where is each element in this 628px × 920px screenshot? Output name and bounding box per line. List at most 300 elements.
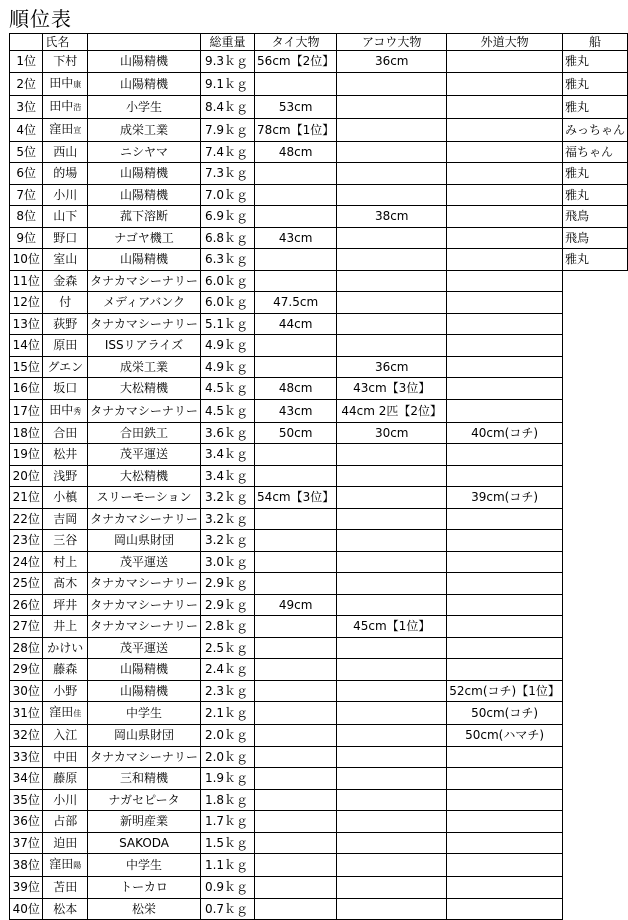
company-cell-text: タナカマシーナリー [90,749,198,764]
akou-cell [337,378,447,400]
weight-cell-text: 4.5ｋｇ [204,403,249,418]
company-cell [88,877,201,899]
table-row [10,789,628,811]
name-cell-text: 合田 [53,425,78,440]
boat-cell-text: 雅丸 [564,54,589,69]
rank-cell-text: 10位 [12,252,40,267]
company-cell-text: 山陽精機 [120,166,169,181]
company-cell-text: タナカマシーナリー [90,511,198,526]
rank-cell-text: 25位 [12,576,40,591]
name-cell-text: 迫田 [53,835,78,850]
akou-cell [337,877,447,899]
weight-cell [200,95,254,118]
company-cell [88,551,201,573]
weight-cell-text: 7.0ｋｇ [204,187,249,202]
rank-cell-text: 18位 [12,425,40,440]
tai-cell-text: 78cm【1位】 [257,122,335,137]
company-cell-text: 茂平運送 [120,554,169,569]
weight-cell [200,659,254,681]
company-cell-text: 中学生 [126,858,163,872]
weight-cell-text: 5.1ｋｇ [204,316,249,331]
weight-cell [200,292,254,314]
table-row [10,163,628,185]
empty-cell [562,551,627,573]
tai-cell [255,335,337,357]
weight-cell-text: 2.0ｋｇ [204,728,249,743]
company-cell-text: 松栄 [132,901,157,916]
rank-cell [10,725,43,747]
empty-cell [562,659,627,681]
company-cell-text: 大松精機 [120,468,169,483]
empty-cell [562,768,627,790]
weight-cell-text: 6.8ｋｇ [204,230,249,245]
name-cell-text: 吉岡 [53,511,78,526]
weight-cell [200,530,254,552]
name-cell [43,444,88,466]
company-cell [88,422,201,444]
gedo-cell [447,206,563,228]
rank-cell [10,313,43,335]
gedo-cell [447,141,563,163]
gedo-cell [447,573,563,595]
boat-cell-text: 雅丸 [564,252,589,267]
rank-cell [10,487,43,509]
company-cell-text: 山陽精機 [120,54,169,69]
rank-cell [10,530,43,552]
weight-cell [200,854,254,877]
akou-cell [337,508,447,530]
company-cell [88,335,201,357]
akou-cell [337,249,447,271]
name-cell-text: 田中 [49,75,74,90]
name-cell-text: グエン [47,359,84,374]
weight-cell-text: 6.3ｋｇ [204,252,249,267]
company-cell-text: トーカロ [120,880,168,895]
name-cell [43,551,88,573]
rank-cell-text: 30位 [12,683,40,698]
empty-cell [562,877,627,899]
gedo-cell [447,725,563,747]
weight-cell [200,141,254,163]
gedo-cell [447,789,563,811]
name-cell [43,877,88,899]
rank-cell-text: 23位 [12,533,40,548]
akou-cell-text: 38cm [374,209,409,224]
gedo-cell [447,680,563,702]
table-row [10,659,628,681]
tai-cell-text: 47.5cm [273,295,319,310]
tai-cell [255,227,337,249]
rank-cell [10,206,43,228]
rank-cell [10,270,43,292]
name-cell-text: 窪田 [49,705,74,719]
boat-cell-text: 雅丸 [564,166,589,181]
weight-cell-text: 3.2ｋｇ [204,511,249,526]
weight-cell-text: 3.6ｋｇ [204,425,249,440]
tai-cell [255,768,337,790]
rank-cell [10,854,43,877]
gedo-cell [447,378,563,400]
rank-cell [10,551,43,573]
rank-cell-text: 16位 [12,381,40,396]
rank-cell [10,746,43,768]
name-cell-text: 占部 [53,814,78,829]
rank-cell-text: 31位 [12,706,40,720]
name-cell [43,249,88,271]
tai-cell [255,877,337,899]
page-title: 順位表 [9,7,72,31]
boat-cell [562,249,627,271]
name-cell-text: 入江 [53,728,78,743]
boat-cell [562,95,627,118]
rank-cell [10,702,43,725]
weight-cell-text: 3.2ｋｇ [204,490,249,505]
name-cell [43,832,88,854]
tai-cell [255,551,337,573]
tai-cell-text: 44cm [278,316,313,331]
empty-cell [562,594,627,616]
name-cell [43,768,88,790]
tai-cell [255,444,337,466]
header-name: 氏名 [43,34,88,51]
table-row [10,551,628,573]
gedo-cell [447,51,563,73]
rank-cell-text: 5位 [16,144,37,159]
rank-cell-text: 26位 [12,597,40,612]
company-cell-text: タナカマシーナリー [90,316,198,331]
tai-cell [255,746,337,768]
weight-cell [200,163,254,185]
name-cell-text: 下村 [53,54,78,69]
name-cell-text: 室山 [53,252,78,267]
boat-cell [562,72,627,95]
weight-cell-text: 2.8ｋｇ [204,619,249,634]
name-cell-text: 髙木 [53,576,78,591]
gedo-cell [447,292,563,314]
akou-cell [337,789,447,811]
weight-cell-text: 8.4ｋｇ [204,99,249,114]
akou-cell [337,118,447,141]
company-cell-text: スリーモーション [96,490,192,505]
name-cell-text: 苫田 [53,880,78,895]
table-row [10,422,628,444]
gedo-cell [447,508,563,530]
weight-cell [200,832,254,854]
empty-cell [562,487,627,509]
name-suffix: 陽 [73,861,82,870]
name-cell [43,292,88,314]
name-cell-text: 三谷 [53,533,78,548]
company-cell-text: ニシヤマ [120,144,169,159]
table-row [10,313,628,335]
name-suffix: 宣 [73,125,82,135]
gedo-cell [447,270,563,292]
boat-cell [562,51,627,73]
akou-cell-text: 36cm [374,54,409,69]
tai-cell [255,530,337,552]
company-cell [88,118,201,141]
name-cell-text: 田中 [49,98,74,113]
gedo-cell [447,832,563,854]
table-row [10,335,628,357]
weight-cell-text: 7.3ｋｇ [204,166,249,181]
weight-cell-text: 4.9ｋｇ [204,359,249,374]
gedo-cell [447,551,563,573]
weight-cell-text: 1.1ｋｇ [204,858,249,872]
tai-cell [255,356,337,378]
rank-cell-text: 39位 [12,880,40,895]
akou-cell [337,811,447,833]
empty-cell [562,465,627,487]
akou-cell [337,95,447,118]
weight-cell [200,487,254,509]
name-cell [43,573,88,595]
tai-cell [255,292,337,314]
rank-cell-text: 32位 [12,728,40,743]
company-cell [88,487,201,509]
akou-cell [337,163,447,185]
empty-cell [562,746,627,768]
rank-cell-text: 37位 [12,835,40,850]
company-cell [88,399,201,422]
table-row [10,594,628,616]
name-cell [43,399,88,422]
akou-cell-text: 36cm [374,359,409,374]
name-cell-text: 中田 [53,749,78,764]
company-cell-text: 小学生 [126,99,163,114]
weight-cell [200,637,254,659]
rank-cell-text: 17位 [12,403,40,418]
company-cell-text: SAKODA [119,835,170,850]
company-cell-text: 山陽精機 [120,252,169,267]
company-cell-text: 山陽精機 [120,187,169,202]
name-cell-text: 井上 [53,619,78,634]
tai-cell [255,163,337,185]
company-cell [88,508,201,530]
boat-cell-text: 雅丸 [564,99,589,114]
name-cell-text: かけい [47,640,84,655]
gedo-cell [447,465,563,487]
table-row [10,292,628,314]
weight-cell [200,746,254,768]
tai-cell [255,249,337,271]
name-suffix: 秀 [73,406,82,416]
weight-cell [200,877,254,899]
name-cell [43,465,88,487]
header-rank [10,34,43,51]
tai-cell [255,702,337,725]
table-row [10,72,628,95]
company-cell [88,95,201,118]
company-cell-text: 茂平運送 [120,447,169,462]
akou-cell [337,356,447,378]
akou-cell [337,832,447,854]
table-row [10,725,628,747]
table-row [10,616,628,638]
company-cell-text: ナガセピータ [108,792,180,807]
boat-cell [562,163,627,185]
weight-cell-text: 3.0ｋｇ [204,554,249,569]
akou-cell [337,854,447,877]
company-cell-text: タナカマシーナリー [90,576,198,591]
name-cell [43,487,88,509]
company-cell [88,530,201,552]
empty-cell [562,702,627,725]
table-row [10,637,628,659]
weight-cell [200,184,254,206]
tai-cell-text: 56cm【2位】 [257,54,335,69]
name-cell [43,637,88,659]
rank-cell [10,465,43,487]
weight-cell-text: 6.0ｋｇ [204,273,249,288]
empty-cell [562,356,627,378]
boat-cell-text: みっちゃん [564,122,625,137]
rank-cell-text: 15位 [12,359,40,374]
weight-cell-text: 2.9ｋｇ [204,576,249,591]
rank-cell [10,768,43,790]
rank-cell [10,659,43,681]
akou-cell [337,141,447,163]
company-cell-text: 三和精機 [120,771,169,786]
akou-cell [337,227,447,249]
rank-cell-text: 33位 [12,749,40,764]
gedo-cell [447,72,563,95]
tai-cell [255,594,337,616]
rank-cell [10,141,43,163]
rank-cell-text: 1位 [16,54,37,69]
header-boat: 船 [562,34,627,51]
rank-cell [10,249,43,271]
gedo-cell [447,163,563,185]
name-cell-text: 野口 [53,230,78,245]
empty-cell [562,725,627,747]
tai-cell [255,51,337,73]
gedo-cell [447,746,563,768]
name-cell-text: 付 [59,295,72,310]
company-cell [88,637,201,659]
gedo-cell [447,95,563,118]
gedo-cell [447,768,563,790]
weight-cell-text: 7.4ｋｇ [204,144,249,159]
company-cell-text: 成栄工業 [120,359,169,374]
table-row [10,854,628,877]
company-cell-text: 菰下溶断 [120,209,169,224]
gedo-cell [447,422,563,444]
name-cell [43,659,88,681]
table-row [10,141,628,163]
weight-cell [200,702,254,725]
rank-cell [10,335,43,357]
rank-cell [10,637,43,659]
name-cell [43,702,88,725]
boat-cell-text: 飛鳥 [564,230,589,245]
name-cell-text: 小槙 [53,490,78,505]
gedo-cell [447,249,563,271]
rank-cell [10,163,43,185]
company-cell [88,378,201,400]
name-cell [43,508,88,530]
empty-cell [562,616,627,638]
weight-cell [200,594,254,616]
company-cell [88,163,201,185]
rank-cell-text: 7位 [16,187,37,202]
empty-cell [562,811,627,833]
company-cell [88,746,201,768]
name-cell-text: 窪田 [49,121,74,136]
weight-cell-text: 0.9ｋｇ [204,880,249,895]
boat-cell-text: 雅丸 [564,187,589,202]
akou-cell [337,573,447,595]
rank-cell-text: 28位 [12,640,40,655]
rank-cell [10,356,43,378]
company-cell-text: 岡山県財団 [114,728,175,743]
empty-cell [562,444,627,466]
company-cell-text: タナカマシーナリー [90,619,198,634]
company-cell [88,854,201,877]
table-row [10,249,628,271]
rank-cell [10,51,43,73]
header-gedo: 外道大物 [447,34,563,51]
tai-cell-text: 53cm [278,99,313,114]
tai-cell-text: 48cm [278,144,313,159]
name-cell [43,725,88,747]
empty-cell [562,530,627,552]
name-cell-text: 金森 [53,273,78,288]
rank-cell [10,422,43,444]
rank-cell-text: 19位 [12,447,40,462]
name-cell [43,72,88,95]
name-cell-text: 小川 [53,187,78,202]
weight-cell [200,227,254,249]
gedo-cell [447,335,563,357]
akou-cell [337,725,447,747]
tai-cell-text: 48cm [278,381,313,396]
table-row [10,702,628,725]
akou-cell [337,616,447,638]
gedo-cell [447,659,563,681]
table-row [10,118,628,141]
gedo-cell [447,356,563,378]
company-cell-text: 大松精機 [120,381,169,396]
rank-cell-text: 40位 [12,901,40,916]
name-cell [43,530,88,552]
gedo-cell [447,184,563,206]
rank-cell-text: 14位 [12,338,40,353]
table-row [10,270,628,292]
rank-cell-text: 6位 [16,166,37,181]
weight-cell [200,378,254,400]
boat-cell [562,141,627,163]
name-suffix: 佳 [73,709,82,718]
name-cell [43,184,88,206]
weight-cell-text: 2.5ｋｇ [204,640,249,655]
table-row [10,573,628,595]
company-cell [88,184,201,206]
empty-cell [562,422,627,444]
company-cell [88,270,201,292]
weight-cell-text: 6.9ｋｇ [204,209,249,224]
rank-cell [10,789,43,811]
name-cell-text: 原田 [53,338,78,353]
name-cell-text: 的場 [53,166,78,181]
rank-cell-text: 24位 [12,554,40,569]
name-cell [43,313,88,335]
table-row [10,530,628,552]
gedo-cell-text: 50cm(ハマチ) [465,728,545,743]
akou-cell [337,465,447,487]
gedo-cell [447,637,563,659]
weight-cell-text: 3.4ｋｇ [204,447,249,462]
